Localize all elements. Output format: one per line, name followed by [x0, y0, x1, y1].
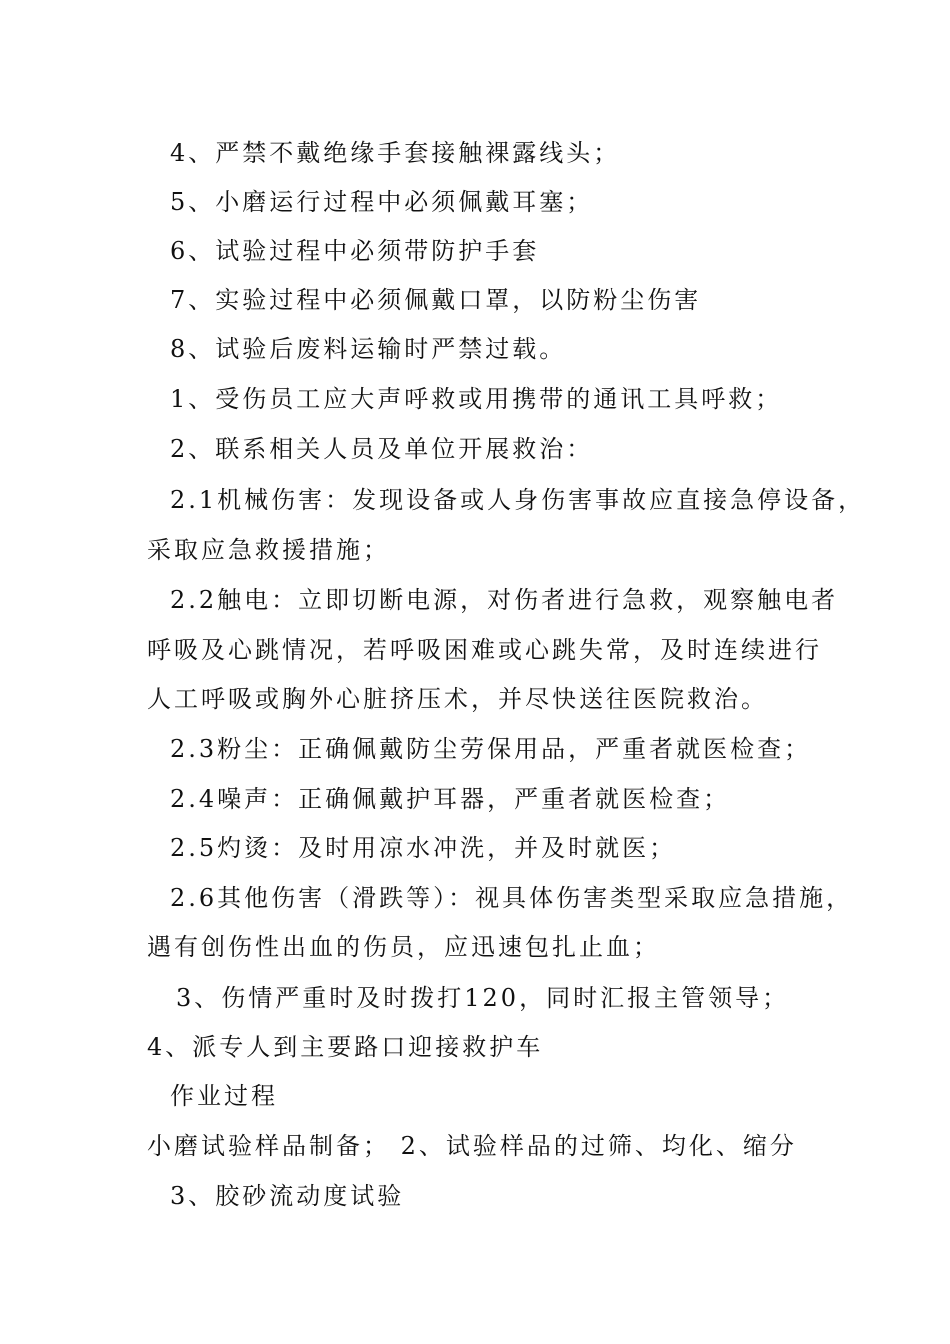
rule-6-protective-gloves: 6、试验过程中必须带防护手套	[170, 237, 540, 265]
mechanical-injury-line-2: 采取应急救援措施；	[147, 536, 390, 564]
noise-injury: 2.4噪声：正确佩戴护耳器，严重者就医检查；	[170, 785, 731, 813]
other-injury-line-2: 遇有创伤性出血的伤员，应迅速包扎止血；	[147, 933, 660, 961]
burn-injury: 2.5灼烫：及时用凉水冲洗，并及时就医；	[170, 834, 677, 862]
electric-shock-line-3: 人工呼吸或胸外心脏挤压术，并尽快送往医院救治。	[147, 685, 768, 713]
emergency-step-2: 2、联系相关人员及单位开展救治：	[170, 435, 594, 463]
work-process-steps-1-2: 小磨试验样品制备； 2、试验样品的过筛、均化、缩分	[147, 1132, 797, 1160]
rule-4-insulated-gloves: 4、严禁不戴绝缘手套接触裸露线头；	[170, 139, 621, 167]
work-process-step-3: 3、胶砂流动度试验	[170, 1182, 405, 1210]
emergency-step-4: 4、派专人到主要路口迎接救护车	[147, 1033, 544, 1061]
electric-shock-line-2: 呼吸及心跳情况，若呼吸困难或心跳失常，及时连续进行	[147, 636, 822, 664]
rule-8-no-overload: 8、试验后废料运输时严禁过载。	[170, 335, 567, 363]
section-heading-work-process: 作业过程	[170, 1082, 278, 1110]
electric-shock-line-1: 2.2触电：立即切断电源，对伤者进行急救，观察触电者	[170, 586, 839, 614]
rule-5-earplugs: 5、小磨运行过程中必须佩戴耳塞；	[170, 188, 594, 216]
rule-7-mask: 7、实验过程中必须佩戴口罩，以防粉尘伤害	[170, 286, 702, 314]
dust-injury: 2.3粉尘：正确佩戴防尘劳保用品，严重者就医检查；	[170, 735, 812, 763]
emergency-step-3: 3、伤情严重时及时拨打120，同时汇报主管领导；	[176, 984, 790, 1012]
mechanical-injury-line-1: 2.1机械伤害：发现设备或人身伤害事故应直接急停设备，	[170, 486, 866, 514]
emergency-step-1: 1、受伤员工应大声呼救或用携带的通讯工具呼救；	[170, 385, 783, 413]
other-injury-line-1: 2.6其他伤害（滑跌等）：视具体伤害类型采取应急措施，	[170, 884, 854, 912]
